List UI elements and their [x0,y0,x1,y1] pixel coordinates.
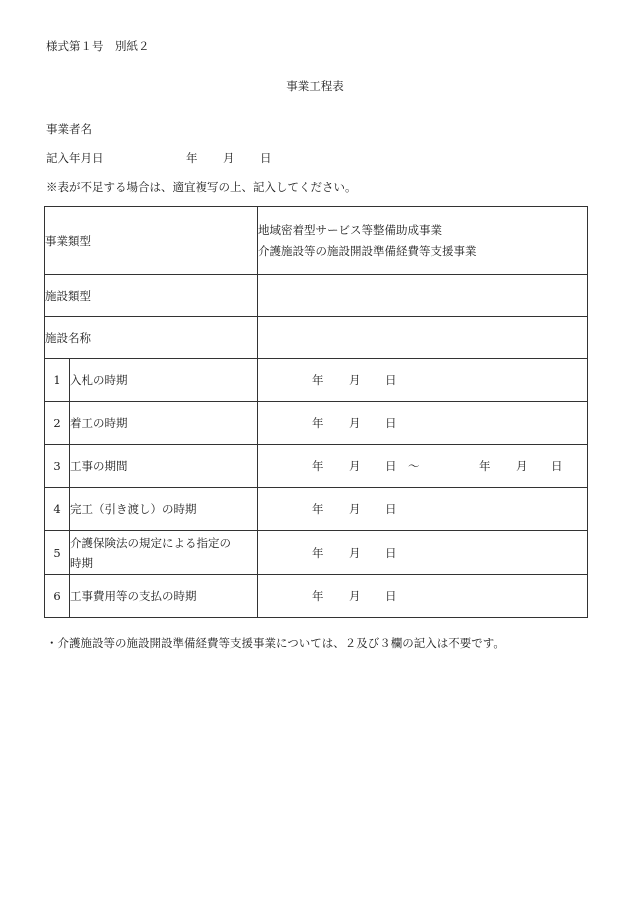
day-label: 日 [385,373,397,387]
footnote-text: ・介護施設等の施設開設準備経費等支援事業については、２及び３欄の記入は不要です。 [46,636,505,650]
facility-name-value[interactable] [258,317,588,359]
entry-date-day: 日 [260,151,272,165]
row-date-value[interactable] [258,488,588,531]
range-separator: 〜 [408,459,420,473]
row-number: 4 [45,488,70,531]
table-row [45,488,588,531]
start-day-label: 日 [385,459,397,473]
note-text: ※表が不足する場合は、適宜複写の上、記入してください。 [46,180,357,194]
row-date-range-value[interactable] [258,445,588,488]
business-name-label: 事業者名 [46,122,92,136]
row-date-value[interactable] [258,575,588,618]
row-label: 入札の時期 [70,359,258,402]
month-label: 月 [349,502,361,516]
year-label: 年 [312,589,324,603]
table-row [45,575,588,618]
facility-type-row [45,275,588,317]
row-number: 5 [45,531,70,575]
row-label: 着工の時期 [70,402,258,445]
row-number: 2 [45,402,70,445]
start-month-label: 月 [349,459,361,473]
business-type-label: 事業類型 [45,207,258,275]
year-label: 年 [312,502,324,516]
page-title: 事業工程表 [286,79,344,93]
month-label: 月 [349,589,361,603]
day-label: 日 [385,416,397,430]
business-type-value [258,207,588,275]
entry-date-month: 月 [223,151,235,165]
facility-name-label: 施設名称 [45,317,258,359]
day-label: 日 [385,502,397,516]
business-type-option-1: 地域密着型サービス等整備助成事業 [258,222,442,237]
row-label: 工事の期間 [70,445,258,488]
table-row [45,359,588,402]
row-label-line-2: 時期 [70,555,93,570]
end-year-label: 年 [479,459,491,473]
start-year-label: 年 [312,459,324,473]
row-label [70,531,258,575]
day-label: 日 [385,589,397,603]
row-date-value[interactable] [258,402,588,445]
table-row [45,531,588,575]
facility-type-label: 施設類型 [45,275,258,317]
month-label: 月 [349,545,361,560]
row-label-line-1: 介護保険法の規定による指定の [70,535,231,550]
row-label: 完工（引き渡し）の時期 [70,488,258,531]
day-label: 日 [385,545,397,560]
table-row [45,445,588,488]
row-number: 1 [45,359,70,402]
year-label: 年 [312,373,324,387]
business-type-option-2: 介護施設等の施設開設準備経費等支援事業 [258,243,477,258]
row-number: 6 [45,575,70,618]
table-row [45,402,588,445]
month-label: 月 [349,373,361,387]
form-code: 様式第１号 別紙２ [46,39,150,53]
business-type-row [45,207,588,275]
entry-date-label: 記入年月日 [46,151,104,165]
row-date-value[interactable] [258,531,588,575]
month-label: 月 [349,416,361,430]
entry-date-row [46,150,272,166]
row-date-value[interactable] [258,359,588,402]
end-day-label: 日 [551,459,563,473]
year-label: 年 [312,545,324,560]
facility-type-value[interactable] [258,275,588,317]
row-number: 3 [45,445,70,488]
end-month-label: 月 [516,459,528,473]
entry-date-year: 年 [186,151,198,165]
year-label: 年 [312,416,324,430]
schedule-table [44,206,588,618]
facility-name-row [45,317,588,359]
row-label: 工事費用等の支払の時期 [70,575,258,618]
